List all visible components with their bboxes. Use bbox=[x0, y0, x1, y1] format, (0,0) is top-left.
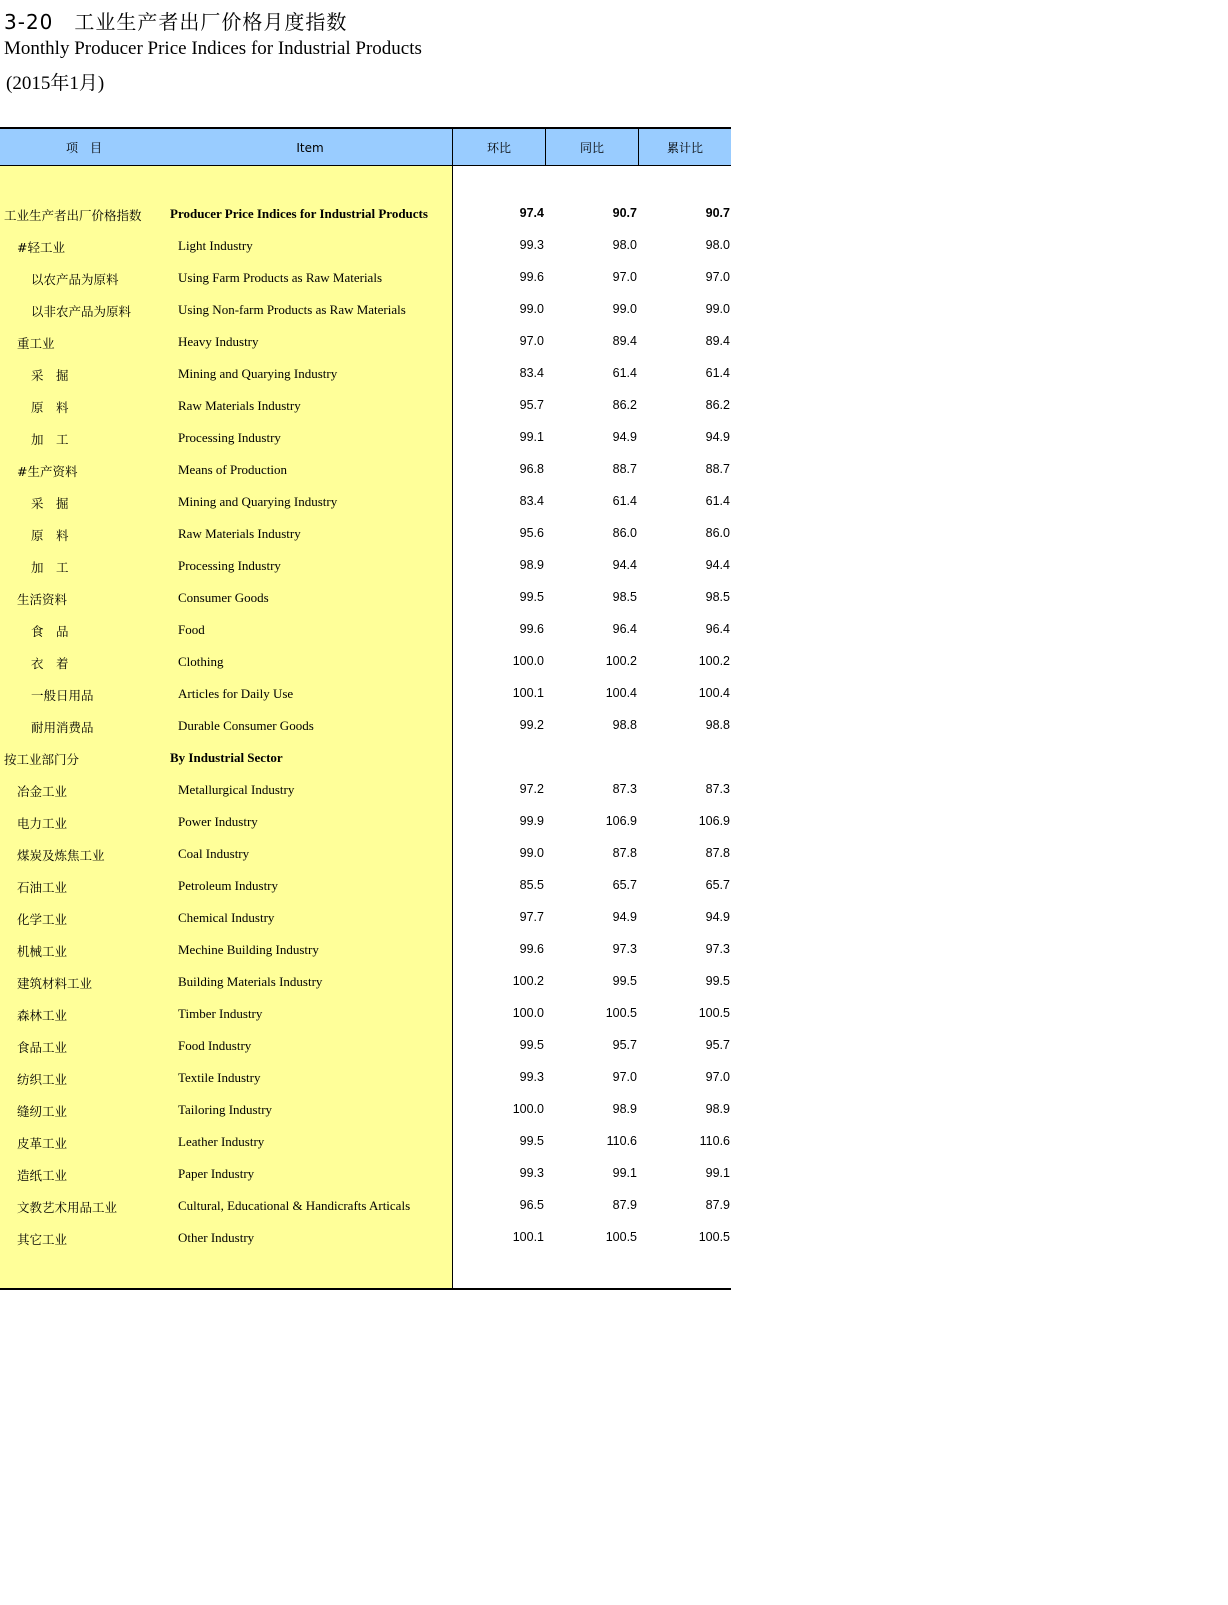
row-label-en: Coal Industry bbox=[178, 846, 250, 861]
table-body bbox=[0, 166, 731, 1290]
row-label-en: Timber Industry bbox=[178, 1006, 263, 1021]
row-label-cn: 加 工 bbox=[31, 432, 69, 447]
row-value-mom: 99.6 bbox=[519, 270, 544, 284]
table-row bbox=[0, 1093, 731, 1125]
row-value-mom: 99.5 bbox=[519, 590, 544, 604]
table-row bbox=[0, 421, 731, 453]
table-row bbox=[0, 197, 731, 229]
row-label-cn: 以农产品为原料 bbox=[31, 272, 119, 287]
row-value-cumulative: 100.5 bbox=[698, 1230, 730, 1244]
row-value-mom: 99.1 bbox=[519, 430, 544, 444]
row-value-yoy: 87.3 bbox=[612, 782, 637, 796]
header-item-en: Item bbox=[296, 141, 324, 155]
table-row bbox=[0, 1061, 731, 1093]
table-row bbox=[0, 933, 731, 965]
row-value-yoy: 99.0 bbox=[612, 302, 637, 316]
row-label-en: Using Non-farm Products as Raw Materials bbox=[178, 302, 406, 317]
row-value-cumulative: 97.0 bbox=[705, 1070, 730, 1084]
row-value-mom: 85.5 bbox=[519, 878, 544, 892]
row-label-en: Heavy Industry bbox=[178, 334, 259, 349]
page-date: (2015年1月) bbox=[6, 73, 105, 94]
row-value-cumulative: 88.7 bbox=[705, 462, 730, 476]
row-value-yoy: 98.0 bbox=[612, 238, 637, 252]
row-value-yoy: 65.7 bbox=[612, 878, 637, 892]
row-label-cn: 采 掘 bbox=[31, 368, 69, 383]
row-value-yoy: 94.9 bbox=[612, 430, 637, 444]
row-label-cn: 采 掘 bbox=[31, 496, 69, 511]
row-value-mom: 99.6 bbox=[519, 622, 544, 636]
row-label-cn: 冶金工业 bbox=[17, 784, 68, 799]
row-value-mom: 95.6 bbox=[519, 526, 544, 540]
row-value-yoy: 106.9 bbox=[605, 814, 637, 828]
row-value-cumulative: 87.8 bbox=[705, 846, 730, 860]
row-label-en: Raw Materials Industry bbox=[178, 398, 301, 413]
row-label-en: Tailoring Industry bbox=[178, 1102, 273, 1117]
row-value-mom: 83.4 bbox=[519, 366, 544, 380]
row-value-yoy: 98.5 bbox=[612, 590, 637, 604]
row-label-en: Consumer Goods bbox=[178, 590, 269, 605]
table-row bbox=[0, 869, 731, 901]
table-row bbox=[0, 997, 731, 1029]
row-label-en: Leather Industry bbox=[178, 1134, 265, 1149]
row-label-cn: 加 工 bbox=[31, 560, 69, 575]
row-label-en: Durable Consumer Goods bbox=[178, 718, 314, 733]
row-value-mom: 99.5 bbox=[519, 1038, 544, 1052]
table-row bbox=[0, 741, 731, 773]
row-label-en: Processing Industry bbox=[178, 430, 281, 445]
row-value-mom: 99.3 bbox=[519, 238, 544, 252]
row-label-en: Other Industry bbox=[178, 1230, 255, 1245]
row-value-mom: 100.0 bbox=[512, 1006, 544, 1020]
table-row bbox=[0, 1221, 731, 1253]
row-label-en: Paper Industry bbox=[178, 1166, 255, 1181]
row-label-en: Textile Industry bbox=[178, 1070, 261, 1085]
table-row bbox=[0, 549, 731, 581]
table-row bbox=[0, 773, 731, 805]
row-value-mom: 100.1 bbox=[512, 1230, 544, 1244]
table-row bbox=[0, 709, 731, 741]
row-label-en: Articles for Daily Use bbox=[178, 686, 294, 701]
table-row bbox=[0, 1189, 731, 1221]
row-label-cn: 食 品 bbox=[31, 624, 69, 639]
row-label-en: Means of Production bbox=[178, 462, 288, 477]
row-label-cn: 建筑材料工业 bbox=[17, 976, 93, 991]
row-label-en: Food Industry bbox=[178, 1038, 252, 1053]
header-mom: 环比 bbox=[486, 141, 511, 155]
row-value-cumulative: 100.2 bbox=[698, 654, 730, 668]
row-value-yoy: 99.1 bbox=[612, 1166, 637, 1180]
table-header bbox=[0, 127, 731, 166]
row-value-mom: 100.1 bbox=[512, 686, 544, 700]
row-value-yoy: 110.6 bbox=[606, 1134, 637, 1148]
row-value-yoy: 95.7 bbox=[612, 1038, 637, 1052]
row-value-yoy: 98.9 bbox=[612, 1102, 637, 1116]
row-label-en: Mining and Quarying Industry bbox=[178, 366, 338, 381]
row-label-cn: 其它工业 bbox=[17, 1232, 68, 1247]
row-label-en: Clothing bbox=[178, 654, 224, 669]
row-value-yoy: 90.7 bbox=[612, 206, 637, 220]
row-label-cn: 重工业 bbox=[17, 336, 55, 351]
row-value-mom: 97.7 bbox=[519, 910, 544, 924]
row-value-yoy: 97.3 bbox=[612, 942, 637, 956]
row-label-en: Cultural, Educational & Handicrafts Articals bbox=[178, 1198, 411, 1213]
row-label-cn: #轻工业 bbox=[17, 240, 65, 255]
row-value-yoy: 100.2 bbox=[605, 654, 637, 668]
row-value-yoy: 100.4 bbox=[605, 686, 637, 700]
table-row bbox=[0, 293, 731, 325]
row-value-yoy: 88.7 bbox=[612, 462, 637, 476]
row-value-cumulative: 89.4 bbox=[705, 334, 730, 348]
row-value-mom: 97.4 bbox=[519, 206, 544, 220]
table-row bbox=[0, 645, 731, 677]
table-row bbox=[0, 357, 731, 389]
table-row bbox=[0, 677, 731, 709]
row-value-mom: 97.2 bbox=[519, 782, 544, 796]
row-value-yoy: 94.9 bbox=[612, 910, 637, 924]
row-value-yoy: 97.0 bbox=[612, 1070, 637, 1084]
header-yoy: 同比 bbox=[579, 141, 604, 155]
table-row bbox=[0, 805, 731, 837]
row-label-cn: 原 料 bbox=[31, 528, 69, 543]
row-label-en: Mechine Building Industry bbox=[178, 942, 319, 957]
row-label-en: Petroleum Industry bbox=[178, 878, 279, 893]
row-value-mom: 100.2 bbox=[512, 974, 544, 988]
row-label-cn: 按工业部门分 bbox=[4, 752, 80, 767]
row-label-cn: 生活资料 bbox=[17, 592, 68, 607]
row-value-cumulative: 110.6 bbox=[699, 1134, 730, 1148]
row-label-en: Power Industry bbox=[178, 814, 258, 829]
row-value-yoy: 86.2 bbox=[612, 398, 637, 412]
row-value-mom: 83.4 bbox=[519, 494, 544, 508]
row-label-cn: 电力工业 bbox=[17, 816, 68, 831]
table-row bbox=[0, 517, 731, 549]
row-value-yoy: 94.4 bbox=[612, 558, 637, 572]
row-value-cumulative: 97.0 bbox=[705, 270, 730, 284]
row-label-en: Metallurgical Industry bbox=[178, 782, 295, 797]
row-value-mom: 95.7 bbox=[519, 398, 544, 412]
table-row bbox=[0, 325, 731, 357]
row-value-cumulative: 98.8 bbox=[705, 718, 730, 732]
row-label-en: Producer Price Indices for Industrial Products bbox=[170, 206, 428, 221]
header-cumulative: 累计比 bbox=[666, 141, 703, 155]
row-value-cumulative: 99.5 bbox=[705, 974, 730, 988]
row-value-cumulative: 61.4 bbox=[705, 366, 730, 380]
row-value-yoy: 61.4 bbox=[612, 366, 637, 380]
row-value-mom: 99.3 bbox=[519, 1070, 544, 1084]
row-value-yoy: 100.5 bbox=[605, 1230, 637, 1244]
row-label-cn: 石油工业 bbox=[17, 880, 68, 895]
row-value-yoy: 86.0 bbox=[612, 526, 637, 540]
row-value-yoy: 100.5 bbox=[605, 1006, 637, 1020]
row-value-cumulative: 95.7 bbox=[705, 1038, 730, 1052]
row-label-cn: 机械工业 bbox=[17, 944, 68, 959]
row-value-yoy: 98.8 bbox=[612, 718, 637, 732]
header-item-cn: 项 目 bbox=[65, 141, 102, 155]
table-row bbox=[0, 965, 731, 997]
row-label-en: Processing Industry bbox=[178, 558, 281, 573]
row-label-en: Chemical Industry bbox=[178, 910, 275, 925]
row-value-mom: 100.0 bbox=[512, 654, 544, 668]
row-value-cumulative: 87.9 bbox=[705, 1198, 730, 1212]
row-value-cumulative: 65.7 bbox=[705, 878, 730, 892]
row-label-cn: 皮革工业 bbox=[17, 1136, 68, 1151]
row-label-cn: 造纸工业 bbox=[17, 1168, 68, 1183]
row-value-yoy: 87.9 bbox=[612, 1198, 637, 1212]
page-title-cn: 3-20 工业生产者出厂价格月度指数 bbox=[4, 10, 348, 34]
row-value-mom: 99.9 bbox=[519, 814, 544, 828]
ppi-table bbox=[0, 127, 731, 1290]
table-row bbox=[0, 389, 731, 421]
row-value-yoy: 99.5 bbox=[612, 974, 637, 988]
row-value-yoy: 61.4 bbox=[612, 494, 637, 508]
row-label-cn: 缝纫工业 bbox=[17, 1104, 68, 1119]
table-row bbox=[0, 1157, 731, 1189]
row-value-cumulative: 96.4 bbox=[705, 622, 730, 636]
row-value-yoy: 87.8 bbox=[612, 846, 637, 860]
row-label-cn: 纺织工业 bbox=[17, 1072, 68, 1087]
row-value-mom: 99.2 bbox=[519, 718, 544, 732]
row-value-cumulative: 94.9 bbox=[705, 430, 730, 444]
row-label-en: Raw Materials Industry bbox=[178, 526, 301, 541]
row-value-mom: 99.6 bbox=[519, 942, 544, 956]
row-value-cumulative: 97.3 bbox=[705, 942, 730, 956]
row-label-cn: 森林工业 bbox=[17, 1008, 68, 1023]
row-value-cumulative: 106.9 bbox=[698, 814, 730, 828]
row-label-en: Mining and Quarying Industry bbox=[178, 494, 338, 509]
row-value-mom: 98.9 bbox=[519, 558, 544, 572]
row-label-en: By Industrial Sector bbox=[170, 750, 283, 765]
row-value-cumulative: 100.4 bbox=[698, 686, 730, 700]
table-row bbox=[0, 613, 731, 645]
row-label-en: Using Farm Products as Raw Materials bbox=[178, 270, 383, 285]
table-row bbox=[0, 229, 731, 261]
table-row bbox=[0, 485, 731, 517]
row-label-cn: 一般日用品 bbox=[31, 688, 94, 703]
table-row bbox=[0, 261, 731, 293]
row-value-cumulative: 86.0 bbox=[705, 526, 730, 540]
table-row bbox=[0, 901, 731, 933]
row-value-mom: 99.5 bbox=[519, 1134, 544, 1148]
row-value-cumulative: 98.0 bbox=[705, 238, 730, 252]
table-row bbox=[0, 581, 731, 613]
table-row bbox=[0, 453, 731, 485]
row-label-cn: 化学工业 bbox=[17, 912, 68, 927]
row-value-cumulative: 99.0 bbox=[705, 302, 730, 316]
row-value-cumulative: 100.5 bbox=[698, 1006, 730, 1020]
row-value-mom: 99.0 bbox=[519, 302, 544, 316]
page-title-en: Monthly Producer Price Indices for Industrial Products bbox=[4, 38, 422, 59]
row-label-cn: 食品工业 bbox=[17, 1040, 68, 1055]
row-value-mom: 100.0 bbox=[512, 1102, 544, 1116]
row-value-cumulative: 86.2 bbox=[705, 398, 730, 412]
table-row bbox=[0, 1125, 731, 1157]
row-label-cn: 原 料 bbox=[31, 400, 69, 415]
row-label-cn: 衣 着 bbox=[31, 656, 69, 671]
row-value-mom: 99.3 bbox=[519, 1166, 544, 1180]
row-value-cumulative: 98.5 bbox=[705, 590, 730, 604]
row-label-cn: 以非农产品为原料 bbox=[31, 304, 132, 319]
row-value-cumulative: 61.4 bbox=[705, 494, 730, 508]
row-label-cn: 耐用消费品 bbox=[31, 720, 94, 735]
row-value-yoy: 89.4 bbox=[612, 334, 637, 348]
row-value-cumulative: 94.4 bbox=[705, 558, 730, 572]
row-value-mom: 96.8 bbox=[519, 462, 544, 476]
row-value-yoy: 96.4 bbox=[612, 622, 637, 636]
row-value-cumulative: 90.7 bbox=[705, 206, 730, 220]
row-value-mom: 96.5 bbox=[519, 1198, 544, 1212]
row-label-en: Light Industry bbox=[178, 238, 253, 253]
row-value-yoy: 97.0 bbox=[612, 270, 637, 284]
row-label-cn: 煤炭及炼焦工业 bbox=[17, 848, 105, 863]
row-label-en: Food bbox=[178, 622, 205, 637]
row-label-cn: 文教艺术用品工业 bbox=[17, 1200, 118, 1215]
row-value-mom: 99.0 bbox=[519, 846, 544, 860]
row-label-en: Building Materials Industry bbox=[178, 974, 323, 989]
table-row bbox=[0, 1029, 731, 1061]
row-label-cn: #生产资料 bbox=[17, 464, 78, 479]
table-row bbox=[0, 837, 731, 869]
row-value-cumulative: 99.1 bbox=[705, 1166, 730, 1180]
row-value-cumulative: 94.9 bbox=[705, 910, 730, 924]
row-value-cumulative: 98.9 bbox=[705, 1102, 730, 1116]
row-value-mom: 97.0 bbox=[519, 334, 544, 348]
row-value-cumulative: 87.3 bbox=[705, 782, 730, 796]
row-label-cn: 工业生产者出厂价格指数 bbox=[4, 208, 142, 223]
